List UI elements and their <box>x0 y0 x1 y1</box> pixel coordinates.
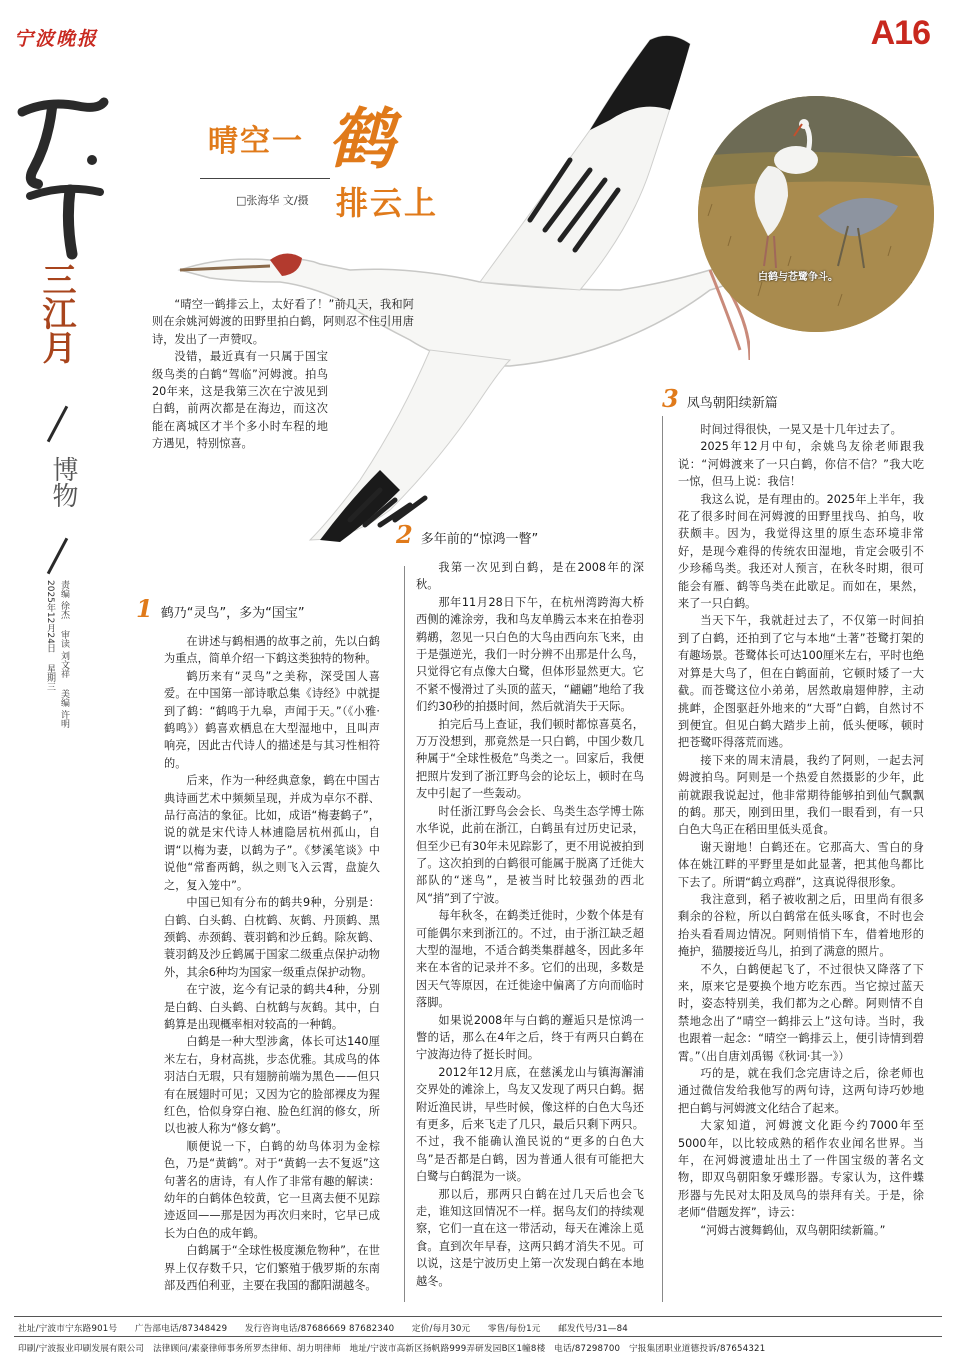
section-number: 3 <box>662 384 679 413</box>
intro-paragraph: 没错，最近真有一只属于国宝级鸟类的白鹤“驾临”河姆渡。拍鸟20年来，这是我第三次在宁波见到白鹤，前两次都是在海边，而这次能在离城区才半个多小时车程的地方遇见，特别惊喜。 <box>152 350 328 451</box>
masthead-logo: 宁波晚报 <box>14 28 99 50</box>
section-number: 2 <box>396 520 413 549</box>
footer-rule <box>14 1316 942 1317</box>
section-1-paragraph: 中国已知有分布的鹤共9种，分别是：白鹤、白头鹤、白枕鹤、灰鹤、丹顶鹤、黑颈鹤、赤颈鹤、蓑羽鹤和沙丘鹤。除灰鹤、蓑羽鹤及沙丘鹤属于国家二级重点保护动物外，其余6种均为国家一级重点保护动物。 <box>164 896 380 979</box>
section-3-paragraph: 时间过得很快，一晃又是十几年过去了。 <box>700 423 902 436</box>
footer-line-1: 社址/宁波市宁东路901号 广告部电话/87348429 发行咨询电话/87686669 87682340 定价/每月30元 零售/每份1元 邮发代号/31—84 <box>18 1324 628 1334</box>
section-3-paragraph: 2025年12月中旬，余姚鸟友徐老师跟我说：“河姆渡来了一只白鹤，你信不信？”我大吃一惊，但马上说：我信！ <box>678 440 924 489</box>
section-title: 凤鸟朝阳续新篇 <box>686 396 778 411</box>
divider-slash <box>47 538 68 575</box>
section-3-paragraph: 谢天谢地！白鹤还在。它那高大、雪白的身体在姚江畔的平野里是如此显著，把其他鸟都比下去了。所谓“鹤立鸡群”，这真说得很形象。 <box>678 840 924 889</box>
section-2-paragraph: 2012年12月底，在慈溪龙山与镇海澥浦交界处的滩涂上，鸟友又发现了两只白鹤。据附近渔民讲，早些时候，像这样的白色大鸟还有更多，后来飞走了几只，最后只剩下两只。不过，我不能确认渔民说的“更多的白色大鸟”是否都是白鹤，因为普通人很有可能把大白鹭与白鹤混为一谈。 <box>416 1065 644 1184</box>
section-3-header <box>662 384 924 413</box>
section-2-paragraph: 那年11月28日下午，在杭州湾跨海大桥西侧的滩涂旁，我和鸟友单腾云本来在拍卷羽鹈鹕，忽见一只白色的大鸟由西向东飞来，由于是强逆光，我们一时分辨不出那是什么鸟，只觉得它有点像大白鹭，但体形显然更大。它不紧不慢滑过了头顶的蓝天，“翩翩”地给了我们约30秒的拍摄时间，然后就消失于天际。 <box>416 595 644 714</box>
article-intro <box>152 296 414 453</box>
headline-part2: 排云上 <box>336 184 439 222</box>
section-3-paragraph: 当天下午，我就赶过去了，不仅第一时间拍到了白鹤，还拍到了它与本地“土著”苍鹭打架的有趣场景。苍鹭体长可达100厘米左右，平时也绝对算是大鸟了，但在白鹤面前，它顿时矮了一大截。而苍鹭这位小弟弟，居然敢扇翅伸脖，主动挑衅，企图驱赶外地来的“大哥”白鹤，自然讨不到便宜。但见白鹤大踏步上前，低头便啄，顿时把苍鹭吓得落荒而逃。 <box>678 614 924 750</box>
date-text: 2025年12月24日 <box>45 580 55 653</box>
section-1-paragraph: 顺便说一下，白鹤的幼鸟体羽为金棕色，乃是“黄鹤”。对于“黄鹤一去不复返”这句著名的唐诗，有人作了非常有趣的解读：幼年的白鹤体色较黄，它一旦离去便不见踪迹返回——那是因为再次归来时，它早已成长为白色的成年鹤。 <box>164 1139 380 1240</box>
section-1-paragraph: 在宁波，迄今有记录的鹤共4种，分别是白鹤、白头鹤、白枕鹤与灰鹤。其中，白鹤算是出现概率相对较高的一种鹤。 <box>164 983 380 1031</box>
photo-caption: 白鹤与苍鹭争斗。 <box>758 272 838 283</box>
headline-big-char: 鹤 <box>328 100 394 178</box>
divider-slash <box>47 406 68 443</box>
column-calligraphy-logo <box>8 72 118 262</box>
section-3-paragraph: 我注意到，稻子被收割之后，田里尚有很多剩余的谷粒，所以白鹤常在低头啄食，不时也会抬头看看周边情况。阿则悄悄下车，借着地形的掩护，猫腰接近鸟儿，拍到了满意的照片。 <box>678 892 924 959</box>
designer-credit: 美编 许明 <box>59 688 69 728</box>
section-2-paragraph: 每年秋冬，在鹤类迁徙时，少数个体是有可能偶尔来到浙江的。不过，由于浙江缺乏超大型的湿地，不适合鹤类集群越冬，因此多年来在本省的记录并不多。它们的出现，多数是因天气等原因，在迁徙途中偏离了方向而临时落脚。 <box>416 909 644 1010</box>
page-credits <box>58 580 70 980</box>
section-3-paragraph: 大家知道，河姆渡文化距今约7000年至5000年，以比较成熟的稻作农业闻名世界。当年，在河姆渡遗址出土了一件国宝级的著名文物，即双鸟朝阳象牙蝶形器。专家认为，这件蝶形器与先民对太阳及凤鸟的崇拜有关。于是，徐老师“借题发挥”，诗云： <box>678 1119 924 1220</box>
crane-and-heron-photo <box>698 96 934 332</box>
weekday-text: 星期三 <box>45 663 55 691</box>
intro-paragraph: “晴空一鹤排云上，太好看了！”前几天，我和阿则在余姚河姆渡的田野里拍白鹤，阿则忍不住引用唐诗，发出了一声赞叹。 <box>152 298 414 346</box>
section-2-header <box>396 520 648 549</box>
page-number: A16 <box>870 14 930 52</box>
byline-rule <box>200 178 330 179</box>
section-1-paragraph: 后来，作为一种经典意象，鹤在中国古典诗画艺术中频频呈现，并成为卓尔不群、品行高洁的象征。比如，成语“梅妻鹤子”，说的就是宋代诗人林逋隐居杭州孤山，自谓“以梅为妻，以鹤为子”。《梦溪笔谈》中说他“常畜两鹤，纵之则飞入云霄，盘旋久之，复入笼中”。 <box>164 774 380 892</box>
page-date <box>44 580 56 980</box>
section-2-paragraph: 如果说2008年与白鹤的邂逅只是惊鸿一瞥的话，那么在4年之后，终于有两只白鹤在宁波海边待了挺长时间。 <box>416 1013 644 1062</box>
footer-rule <box>14 1336 942 1337</box>
section-title: 鹤乃“灵鸟”，多为“国宝” <box>160 606 305 621</box>
byline: □张海华 文/摄 <box>236 194 309 207</box>
headline-part1: 晴空一 <box>208 124 304 159</box>
section-2 <box>396 520 648 1290</box>
section-1-paragraph: 白鹤属于“全球性极度濒危物种”，在世界上仅存数千只，它们繁殖于俄罗斯的东南部及西伯利亚，主要在我国的鄱阳湖越冬。 <box>164 1244 380 1293</box>
editor-credit: 责编 徐杰 <box>59 580 69 619</box>
section-3-paragraph: 巧的是，就在我们念完唐诗之后，徐老师也通过微信发给我他写的两句诗，这两句诗巧妙地把白鹤与河姆渡文化结合了起来。 <box>678 1067 924 1115</box>
section-2-paragraph: 时任浙江野鸟会会长、鸟类生态学博士陈水华说，此前在浙江，白鹤虽有过历史记录，但至少已有30年未见踪影了，更不用说被拍到了。这次拍到的白鹤很可能属于脱离了迁徙大部队的“迷鸟”，是被当时比较强劲的西北风“捎”到了宁波。 <box>416 804 644 905</box>
section-1-header <box>136 594 392 623</box>
section-1 <box>136 594 392 1294</box>
section-3-paragraph: “河姆古渡舞鹤仙，双鸟朝阳续新篇。” <box>700 1223 886 1237</box>
section-3-paragraph: 我这么说，是有理由的。2025年上半年，我花了很多时间在河姆渡的田野里找鸟、拍鸟，收获颇丰。因为，我觉得这里的原生态环境非常好，是现今难得的传统农田湿地，肯定会吸引不少珍稀鸟类。我还对人预言，在秋冬时期，很可能会有雁、鹤等鸟类在此歇足。而如在，果然，来了一只白鹤。 <box>678 492 924 611</box>
section-2-paragraph: 拍完后马上查证，我们顿时都惊喜莫名，万万没想到，那竟然是一只白鹤，中国少数几种属于“全球性极危”鸟类之一。回家后，我便把照片发到了浙江野鸟会的论坛上，顿时在鸟友中引起了一些轰动。 <box>416 717 644 801</box>
section-3-paragraph: 不久，白鹤便起飞了，不过很快又降落了下来，原来它是要换个地方吃东西。当它掠过蓝天时，姿态特别美，我们都为之心醉。阿则情不自禁地念出了“晴空一鹤排云上”这句诗。当时，我也跟着一起念：“晴空一鹤排云上，便引诗情到碧霄。”（出自唐刘禹锡《秋词·其一》） <box>678 962 924 1063</box>
section-1-paragraph: 鹤历来有“灵鸟”之美称，深受国人喜爱。在中国第一部诗歌总集《诗经》中就提到了鹤：“鹤鸣于九皋，声闻于天。”（《小雅·鹤鸣》）鹤喜欢栖息在大型湿地中，且叫声响亮，因此古代诗人的描述是与其习性相符的。 <box>164 669 380 770</box>
section-title: 多年前的“惊鸿一瞥” <box>420 532 539 547</box>
section-2-paragraph: 我第一次见到白鹤，是在2008年的深秋。 <box>416 561 644 592</box>
section-2-paragraph: 那以后，那两只白鹤在过几天后也会飞走，谁知这回情况不一样。据鸟友们的持续观察，它们一直在这一带活动，每天在滩涂上觅食。直到次年早春，这两只鹤才消失不见。可以说，这是宁波历史上第一次发现白鹤在本地越冬。 <box>416 1187 644 1288</box>
section-1-paragraph: 白鹤是一种大型涉禽，体长可达140厘米左右，身材高挑，步态优雅。其成鸟的体羽洁白无瑕，只有翅膀前端为黑色——但只有在展翅时可见；又因为它的脸部裸皮为猩红色，恰似身穿白袍、脸色红润的修女，所以也被人称为“修女鹤”。 <box>164 1035 380 1136</box>
section-1-paragraph: 在讲述与鹤相遇的故事之前，先以白鹤为重点，简单介绍一下鹤这类独特的物种。 <box>164 635 380 666</box>
column-name: 三江月 <box>36 262 76 364</box>
section-3-paragraph: 接下来的周末清晨，我约了阿则，一起去河姆渡拍鸟。阿则是一个热爱自然摄影的少年，此前就跟我说起过，他非常期待能够拍到仙气飘飘的鹤。那天，刚到田里，我们一眼看到，有一只白色大鸟正在稻田里低头觅食。 <box>678 753 924 837</box>
section-3 <box>662 384 924 1239</box>
footer-line-2: 印刷/宁波报业印刷发展有限公司 法律顾问/素豪律师事务所罗杰律师、胡力明律师 地址/宁波市高新区扬帆路999弄研发园B区1幢8楼 电话/87298700 宁报集团职业道德投诉/87654321 <box>18 1344 766 1354</box>
section-number: 1 <box>136 594 153 623</box>
reviewer-credit: 审读 刘文祥 <box>59 629 69 678</box>
section-name: 博物 <box>48 456 78 508</box>
